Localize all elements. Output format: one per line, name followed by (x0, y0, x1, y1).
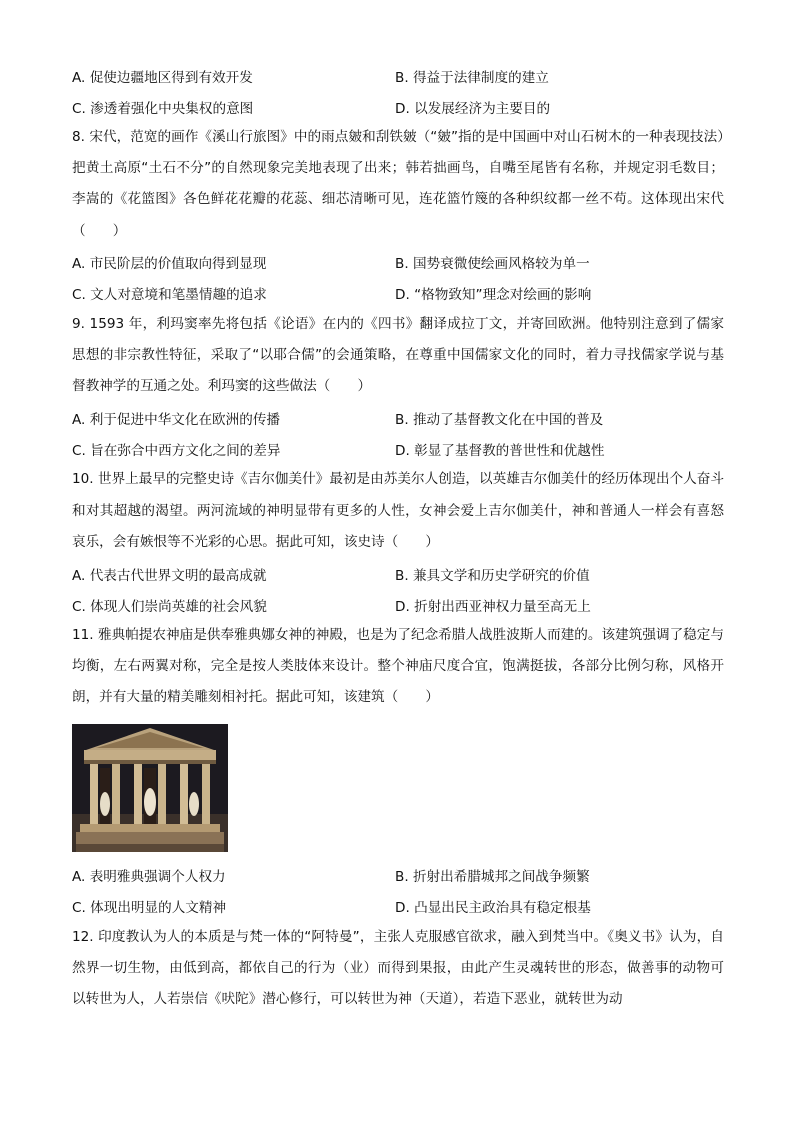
q7-option-d[interactable]: D. 以发展经济为主要目的 (395, 100, 551, 117)
q11-option-b[interactable]: B. 折射出希腊城邦之间战争频繁 (395, 869, 590, 886)
q7-options-row-1 (72, 60, 724, 91)
q10-option-b[interactable]: B. 兼具文学和历史学研究的价值 (395, 567, 590, 584)
q7-option-c[interactable]: C. 渗透着强化中央集权的意图 (72, 100, 254, 117)
q11-stem: 11. 雅典帕提农神庙是供奉雅典娜女神的神殿，也是为了纪念希腊人战胜波斯人而建的。该建筑强调了稳定与均衡，左右两翼对称，完全是按人类肢体来设计。整个神庙尺度合宜，饱满挺拔，各部分比例匀称，风格开朗，并有大量的精美雕刻相衬托。据此可知，该建筑（ ） (72, 627, 724, 706)
q9-options-row-1 (72, 402, 724, 433)
q9-stem: 9. 1593 年，利玛窦率先将包括《论语》在内的《四书》翻译成拉丁文，并寄回欧洲。他特别注意到了儒家思想的非宗教性特征，采取了“以耶合儒”的会通策略，在尊重中国儒家文化的同时，着力寻找儒家学说与基督教神学的互通之处。利玛窦的这些做法（ ） (72, 315, 724, 395)
q7-options-row-2 (72, 91, 724, 122)
q7-option-a[interactable]: A. 促使边疆地区得到有效开发 (72, 69, 253, 86)
q9-option-d[interactable]: D. 彰显了基督教的普世性和优越性 (395, 442, 605, 459)
q8-option-d[interactable]: D. “格物致知”理念对绘画的影响 (395, 287, 592, 304)
q8-option-a[interactable]: A. 市民阶层的价值取向得到显现 (72, 256, 267, 273)
q10-options-row-1 (72, 558, 724, 589)
q9-options-row-2 (72, 433, 724, 464)
q7-option-b[interactable]: B. 得益于法律制度的建立 (395, 69, 549, 86)
q10-options-row-2 (72, 589, 724, 620)
q10-option-d[interactable]: D. 折射出西亚神权力量至高无上 (395, 598, 591, 615)
q9-option-c[interactable]: C. 旨在弥合中西方文化之间的差异 (72, 442, 281, 459)
temple-illustration (72, 724, 228, 852)
document-page (72, 60, 724, 1015)
q11-options-row-1 (72, 860, 724, 891)
q11-option-d[interactable]: D. 凸显出民主政治具有稳定根基 (395, 900, 591, 917)
q11-option-a[interactable]: A. 表明雅典强调个人权力 (72, 869, 226, 886)
q8-stem: 8. 宋代，范宽的画作《溪山行旅图》中的雨点皴和刮铁皴（“皴”指的是中国画中对山石树木的一种表现技法）把黄土高原“土石不分”的自然现象完美地表现了出来；韩若拙画鸟，自嘴至尾皆有名称，并规定羽毛数目；李嵩的《花篮图》各色鲜花花瓣的花蕊、细芯清晰可见，连花篮竹篾的各种织纹都一丝不苟。这体现出宋代（ ） (72, 129, 724, 239)
q12-stem: 12. 印度教认为人的本质是与梵一体的“阿特曼”，主张人克服感官欲求，融入到梵当中。《奥义书》认为，自然界一切生物，由低到高，都依自己的行为（业）而得到果报，由此产生灵魂转世的形态，做善事的动物可以转世为人，人若崇信《吠陀》潜心修行，可以转世为神（天道），若造下恶业，就转世为动 (72, 928, 724, 1008)
q8-options-row-1 (72, 247, 724, 278)
q10-stem: 10. 世界上最早的完整史诗《吉尔伽美什》最初是由苏美尔人创造，以英雄吉尔伽美什的经历体现出个人奋斗和对其超越的渴望。两河流域的神明显带有更多的人性，女神会爱上吉尔伽美什，神和普通人一样会有喜怒哀乐，会有嫉恨等不光彩的心思。据此可知，该史诗（ ） (72, 471, 724, 550)
q8-option-c[interactable]: C. 文人对意境和笔墨情趣的追求 (72, 287, 267, 304)
q10-option-c[interactable]: C. 体现人们崇尚英雄的社会风貌 (72, 598, 267, 615)
q11-option-c[interactable]: C. 体现出明显的人文精神 (72, 900, 227, 917)
q8-options-row-2 (72, 278, 724, 309)
q11-options-row-2 (72, 891, 724, 922)
q10-option-a[interactable]: A. 代表古代世界文明的最高成就 (72, 567, 267, 584)
q9-option-b[interactable]: B. 推动了基督教文化在中国的普及 (395, 411, 604, 428)
temple-photo (72, 724, 228, 852)
q8-option-b[interactable]: B. 国势衰微使绘画风格较为单一 (395, 256, 590, 273)
q9-option-a[interactable]: A. 利于促进中华文化在欧洲的传播 (72, 411, 281, 428)
